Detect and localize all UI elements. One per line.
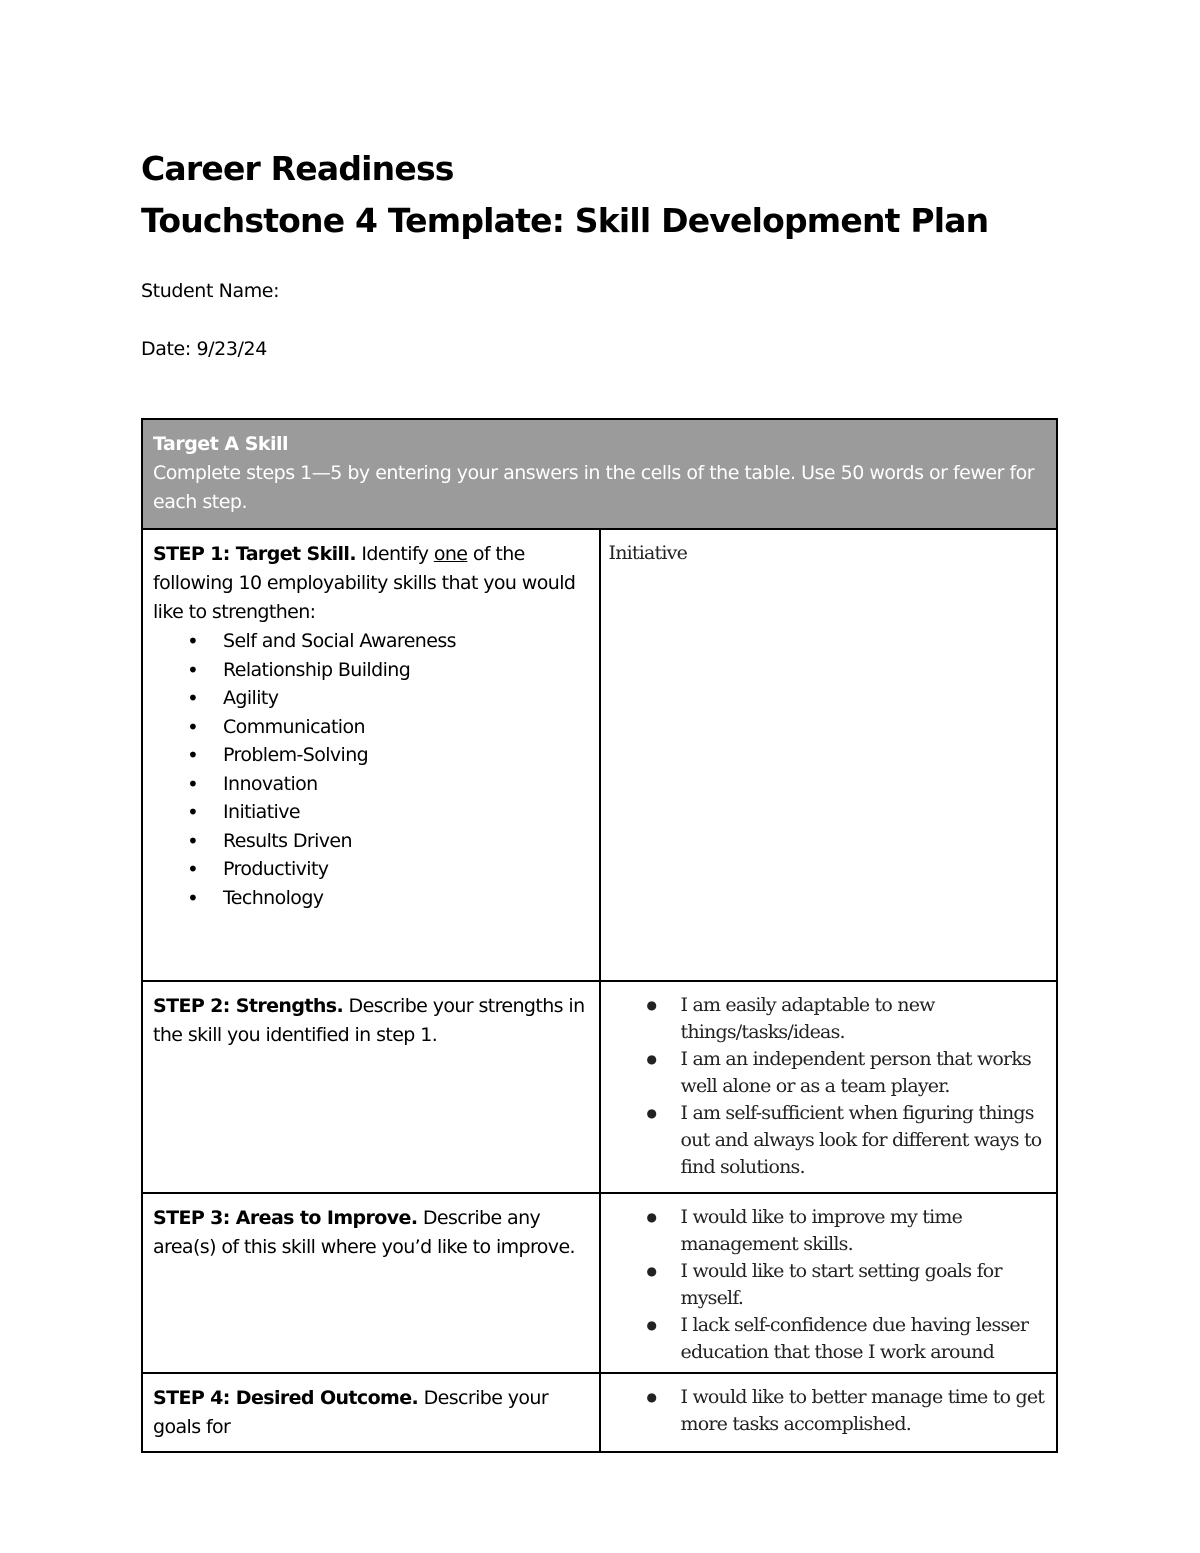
step1-label: STEP 1: Target Skill. [153,543,356,565]
step2-answer-list [609,992,1047,1181]
step1-prompt-before: Identify [361,543,429,565]
document-title: Career Readiness [141,149,454,188]
step3-label: STEP 3: Areas to Improve. [153,1207,418,1229]
list-item: • Innovation [223,770,589,799]
list-item: ● I would like to better manage time to get more tasks accomplished. [681,1384,1047,1438]
step1-prompt-after: of the following 10 employability skills that you would like to strengthen: [153,543,576,623]
table-header [142,419,1057,529]
document-subtitle: Touchstone 4 Template: Skill Development Plan [141,201,989,240]
step4-label: STEP 4: Desired Outcome. [153,1387,419,1409]
step1-answer-cell[interactable] [600,529,1058,981]
list-item: • Initiative [223,798,589,827]
student-name-label: Student Name: [141,280,280,302]
list-item: ● I would like to improve my time management skills. [681,1204,1047,1258]
step3-prompt-cell [142,1193,600,1373]
list-item: • Productivity [223,855,589,884]
list-item: ● I lack self-confidence due having lesser education that those I work around [681,1312,1047,1366]
step2-label: STEP 2: Strengths. [153,995,344,1017]
step3-answer-list [609,1204,1047,1366]
step1-prompt-cell [142,529,600,981]
step4-answer-list [609,1384,1047,1438]
table-row [142,1193,1057,1373]
skill-list [153,627,589,912]
list-item: • Communication [223,713,589,742]
table-header-instructions: Complete steps 1—5 by entering your answers in the cells of the table. Use 50 words or fewer for each step. [153,462,1035,513]
list-item: • Technology [223,884,589,913]
list-item: ● I am easily adaptable to new things/tasks/ideas. [681,992,1047,1046]
skill-plan-table [141,418,1058,1453]
step4-prompt-cell [142,1373,600,1452]
step3-prompt: Describe any area(s) of this skill where you’d like to improve. [153,1207,575,1258]
step2-prompt: Describe your strengths in the skill you identified in step 1. [153,995,585,1046]
table-header-title: Target A Skill [153,433,289,455]
table-row [142,529,1057,981]
list-item: ● I am an independent person that works well alone or as a team player. [681,1046,1047,1100]
step2-answer-cell[interactable] [600,981,1058,1193]
step2-prompt-cell [142,981,600,1193]
step3-answer-cell[interactable] [600,1193,1058,1373]
list-item: • Agility [223,684,589,713]
list-item: ● I would like to start setting goals for myself. [681,1258,1047,1312]
step1-prompt-underlined: one [433,543,468,565]
step4-prompt: Describe your goals for [153,1387,549,1438]
date-field: Date: 9/23/24 [141,338,267,360]
table-row [142,1373,1057,1452]
list-item: ● I am self-sufficient when figuring things out and always look for different ways to find solutions. [681,1100,1047,1181]
step1-answer: Initiative [608,542,688,564]
step4-answer-cell[interactable] [600,1373,1058,1452]
list-item: • Relationship Building [223,656,589,685]
list-item: • Results Driven [223,827,589,856]
table-row [142,981,1057,1193]
list-item: • Self and Social Awareness [223,627,589,656]
list-item: • Problem-Solving [223,741,589,770]
